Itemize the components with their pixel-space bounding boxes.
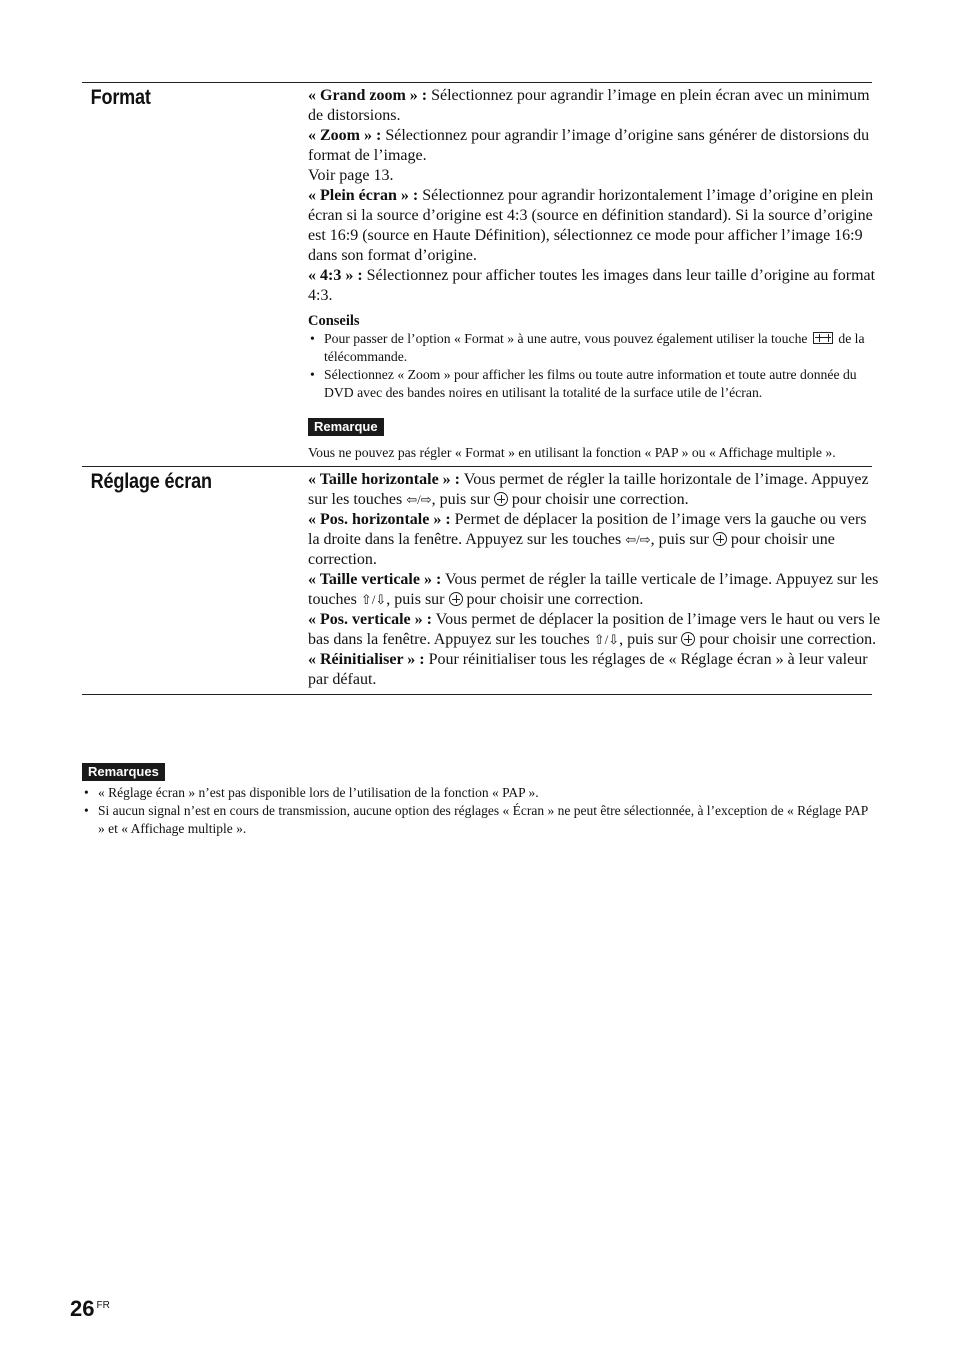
option-label: « Zoom » : <box>308 127 382 144</box>
option-label: « 4:3 » : <box>308 267 363 284</box>
wide-mode-icon <box>813 332 833 344</box>
page-reference <box>308 166 882 186</box>
language-code: FR <box>96 1300 110 1311</box>
option-text: Voir page 13. <box>308 167 394 184</box>
remarks-section <box>82 763 872 838</box>
option-text: , puis sur <box>386 591 449 608</box>
tip-text: Sélectionnez « Zoom » pour afficher les films ou toute autre information et toute autre donnée du DVD avec des bandes noires en utilisant la totalité de la surface utile de l’écran. <box>324 367 857 400</box>
option-horizontal-pos <box>308 510 882 570</box>
format-description <box>308 83 882 466</box>
option-vertical-pos <box>308 610 882 650</box>
option-text: pour choisir une correction. <box>462 591 644 608</box>
remarks-list <box>82 784 872 838</box>
up-down-arrows-icon: ⇧/⇩ <box>360 592 387 607</box>
option-text: Sélectionnez pour agrandir l’image d’origine sans générer de distorsions du format de l’image. <box>308 127 870 164</box>
option-text: Sélectionnez pour agrandir l’image en plein écran avec un minimum de distorsions. <box>308 87 870 124</box>
tip-item <box>308 366 882 402</box>
tips-list <box>308 330 882 402</box>
enter-button-icon <box>449 592 463 606</box>
option-label: « Taille horizontale » : <box>308 471 460 488</box>
left-right-arrows-icon: ⇦/⇨ <box>406 492 432 507</box>
option-text: Sélectionnez pour agrandir horizontalement l’image d’origine en plein écran si la source d’origine est 4:3 (source en définition standard). Si la source d’origine est 16:9 (source en Haute Définition), sélectionnez ce mode pour afficher l’image 16:9 dans son format d’origine. <box>308 187 874 264</box>
remarks-badge: Remarques <box>82 763 165 781</box>
option-label: « Pos. horizontale » : <box>308 511 451 528</box>
note-block <box>308 418 882 462</box>
option-text: , puis sur <box>431 491 494 508</box>
option-text: Vous permet de régler la taille horizontale de l’image. Appuyez sur les touches <box>308 471 869 508</box>
page-number <box>70 1296 110 1322</box>
settings-table <box>82 82 881 695</box>
page-number-value: 26 <box>70 1296 95 1321</box>
option-label: « Réinitialiser » : <box>308 651 425 668</box>
option-text: pour choisir une correction. <box>695 631 877 648</box>
screen-adjust-description <box>308 467 882 694</box>
up-down-arrows-icon: ⇧/⇩ <box>593 632 620 647</box>
option-text: , puis sur <box>619 631 682 648</box>
tip-text: de la télécommande. <box>324 331 865 364</box>
tip-text: Pour passer de l’option « Format » à une autre, vous pouvez également utiliser la touche <box>324 331 811 346</box>
remark-item: • Si aucun signal n’est en cours de transmission, aucune option des réglages « Écran » ne peut être sélectionnée, à l’exception de « Réglage PAP » et « Affichage multiple ». <box>82 802 872 838</box>
format-row <box>82 82 876 466</box>
option-text: Permet de déplacer la position de l’image vers la gauche ou vers la droite dans la fenêtre. Appuyez sur les touches <box>308 511 867 548</box>
option-text: , puis sur <box>650 531 713 548</box>
left-right-arrows-icon: ⇦/⇨ <box>625 532 651 547</box>
enter-button-icon <box>713 532 727 546</box>
format-heading: Format <box>90 86 151 109</box>
option-grand-zoom <box>308 86 882 126</box>
option-label: « Grand zoom » : <box>308 87 428 104</box>
option-label: « Plein écran » : <box>308 187 419 204</box>
option-text: pour choisir une correction. <box>507 491 689 508</box>
tip-item <box>308 330 882 366</box>
option-plein-ecran <box>308 186 882 266</box>
option-horizontal-size <box>308 470 882 510</box>
option-reset <box>308 650 882 690</box>
screen-adjust-heading: Réglage écran <box>90 470 212 493</box>
option-label: « Pos. verticale » : <box>308 611 432 628</box>
option-text: Sélectionnez pour afficher toutes les images dans leur taille d’origine au format 4:3. <box>308 267 876 304</box>
option-text: Vous permet de régler la taille verticale de l’image. Appuyez sur les touches <box>308 571 879 608</box>
screen-adjust-row <box>82 466 881 695</box>
note-text: Vous ne pouvez pas régler « Format » en utilisant la fonction « PAP » ou « Affichage multiple ». <box>308 445 836 460</box>
tips-section <box>308 312 882 402</box>
option-4-3 <box>308 266 882 306</box>
note-badge: Remarque <box>308 418 384 436</box>
option-vertical-size <box>308 570 882 610</box>
option-text: Pour réinitialiser tous les réglages de « Réglage écran » à leur valeur par défaut. <box>308 651 868 688</box>
tips-heading: Conseils <box>308 313 360 329</box>
option-zoom <box>308 126 882 166</box>
enter-button-icon <box>494 492 508 506</box>
option-text: pour choisir une correction. <box>308 531 835 568</box>
option-label: « Taille verticale » : <box>308 571 442 588</box>
enter-button-icon <box>681 632 695 646</box>
remark-item: • « Réglage écran » n’est pas disponible lors de l’utilisation de la fonction « PAP ». <box>82 784 872 802</box>
option-text: Vous permet de déplacer la position de l’image vers le haut ou vers le bas dans la fenêtre. Appuyez sur les touches <box>308 611 881 648</box>
